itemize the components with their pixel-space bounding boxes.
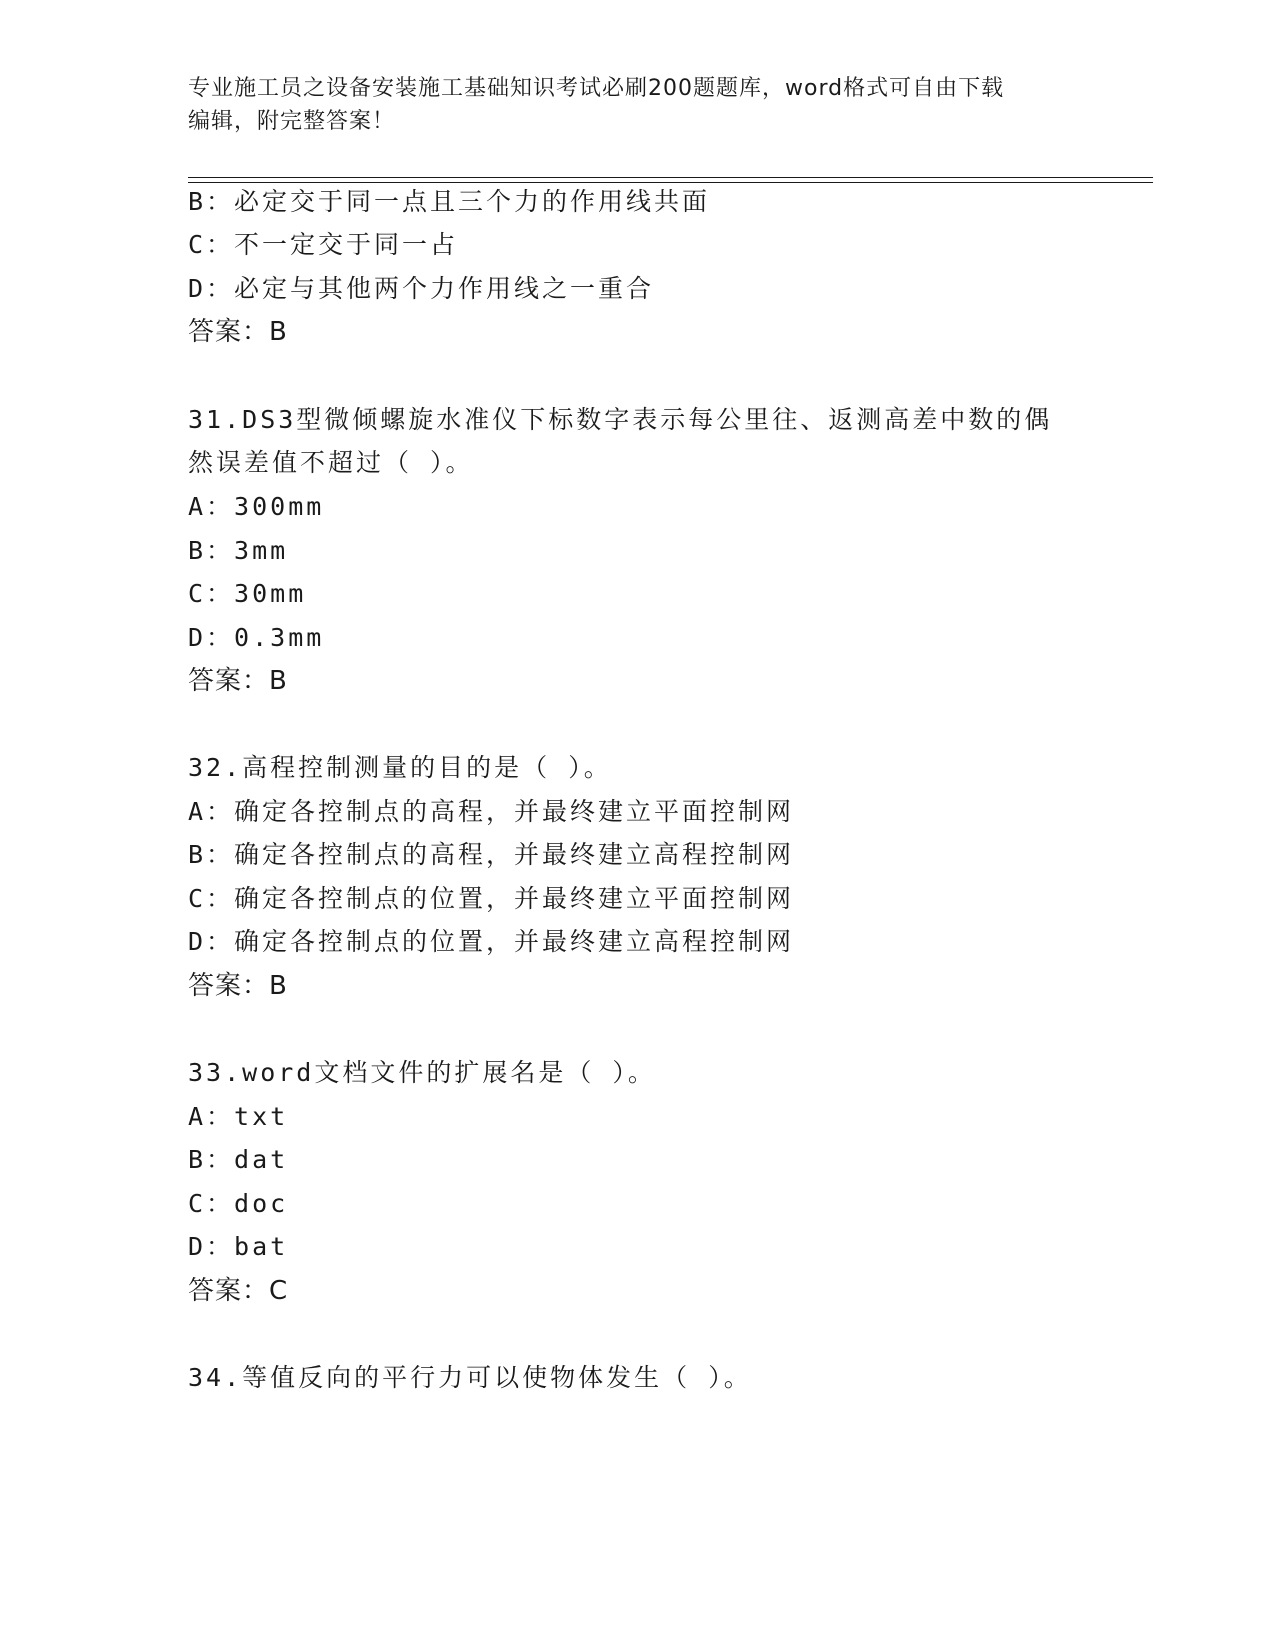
q33-stem: 33.word文档文件的扩展名是（ ）。 — [188, 1058, 656, 1087]
prev-option-d: D：必定与其他两个力作用线之一重合 — [188, 274, 655, 303]
q31-option-d: D：0.3mm — [188, 623, 325, 652]
q31-option-b: B：3mm — [188, 536, 289, 565]
prev-option-c: C：不一定交于同一占 — [188, 230, 459, 259]
prev-option-b: B：必定交于同一点且三个力的作用线共面 — [188, 187, 711, 216]
q31-option-a: A：300mm — [188, 492, 325, 521]
q32-option-d: D：确定各控制点的位置，并最终建立高程控制网 — [188, 927, 795, 956]
q34-stem: 34.等值反向的平行力可以使物体发生（ ）。 — [188, 1363, 752, 1392]
q31-stem-line-1: 31.DS3型微倾螺旋水准仪下标数字表示每公里往、返测高差中数的偶 — [188, 405, 1053, 434]
q33-option-a: A：txt — [188, 1102, 289, 1131]
header-divider-bottom — [188, 182, 1153, 183]
q33-option-b: B：dat — [188, 1145, 289, 1174]
document-header — [188, 72, 1088, 138]
q31-option-c: C：30mm — [188, 579, 307, 608]
q31-answer: 答案：B — [188, 666, 288, 696]
q32-option-b: B：确定各控制点的高程，并最终建立高程控制网 — [188, 840, 795, 869]
prev-answer: 答案：B — [188, 317, 288, 347]
header-line-1: 专业施工员之设备安装施工基础知识考试必刷200题题库，word格式可自由下载 — [188, 76, 1005, 101]
q32-option-c: C：确定各控制点的位置，并最终建立平面控制网 — [188, 884, 795, 913]
q32-stem: 32.高程控制测量的目的是（ ）。 — [188, 753, 612, 782]
q33-option-d: D：bat — [188, 1232, 289, 1261]
q32-answer: 答案：B — [188, 971, 288, 1001]
header-line-2: 编辑，附完整答案！ — [188, 109, 396, 134]
q33-option-c: C：doc — [188, 1189, 289, 1218]
header-divider-top — [188, 177, 1153, 178]
q33-answer: 答案：C — [188, 1276, 289, 1306]
q32-option-a: A：确定各控制点的高程，并最终建立平面控制网 — [188, 797, 795, 826]
q31-stem-line-2: 然误差值不超过（ ）。 — [188, 448, 474, 477]
